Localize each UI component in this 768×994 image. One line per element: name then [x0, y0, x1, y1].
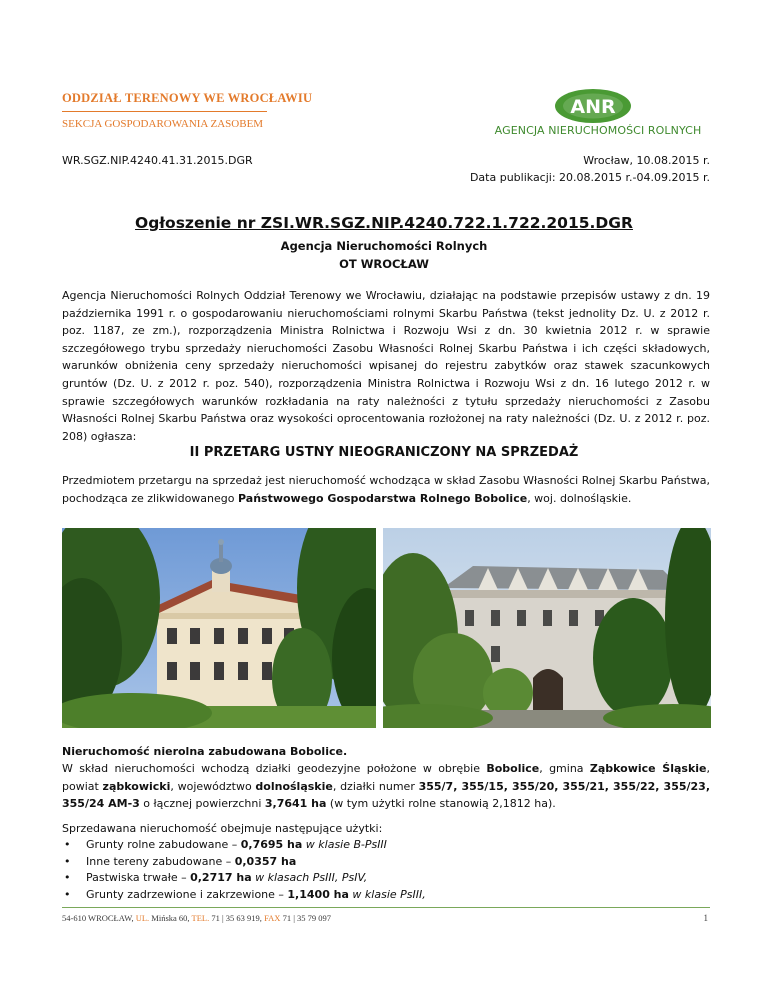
list-item: • Grunty rolne zabudowane – 0,7695 ha w klasie B-PsIII — [62, 837, 426, 854]
uses-intro: Sprzedawana nieruchomość obejmuje następujące użytki: — [62, 822, 383, 835]
palace-photo-left — [62, 528, 376, 728]
reference-number: WR.SGZ.NIP.4240.41.31.2015.DGR — [62, 154, 253, 167]
intro-paragraph: Agencja Nieruchomości Rolnych Oddział Terenowy we Wrocławiu, działając na podstawie przepisów ustawy z dn. 19 października 1991 r. o gospodarowaniu nieruchomościami rolnymi Skarbu Państwa (tekst jednolity Dz. U. z 2012 r. poz. 1187, ze zm.), rozporządzenia Ministra Rolnictwa i Rozwoju Wsi z dn. 30 kwietnia 2012 r. w sprawie szczegółowego trybu sprzedaży nieruchomości Zasobu Własności Rolnej Skarbu Państwa i ich części składowych, warunków obniżenia ceny sprzedaży nieruchomości wpisanej do rejestru zabytków oraz stawek szacunkowych gruntów (Dz. U. z 2012 r. poz. 540), rozporządzenia Ministra Rolnictwa i Rozwoju Wsi z dn. 16 lutego 2012 r. w sprawie szczegółowych warunków rozkładania na raty należności z tytułu sprzedaży nieruchomości z Zasobu Własności Rolnej Skarbu Państwa oraz wysokości oprocentowania rozłożonej na raty należności (Dz. U. z 2012 r. poz. 208) ogłasza: — [62, 289, 710, 443]
land-use-list — [62, 837, 426, 903]
page-number: 1 — [703, 913, 708, 923]
header-divider — [62, 111, 267, 112]
logo-text: AGENCJA NIERUCHOMOŚCI ROLNYCH — [494, 124, 702, 137]
regional-office: OT WROCŁAW — [339, 257, 429, 271]
subject-paragraph — [62, 472, 710, 507]
publication-date: Data publikacji: 20.08.2015 r.-04.09.2015 r. — [469, 171, 710, 184]
property-title: Nieruchomość nierolna zabudowana Bobolice. — [62, 745, 348, 758]
list-item: • Pastwiska trwałe – 0,2717 ha w klasach PsIII, PsIV, — [62, 870, 426, 887]
footer-address: 54-610 WROCŁAW, UL. Mińska 60, TEL. 71 | 35 63 919, FAX 71 | 35 79 097 — [62, 913, 332, 923]
tender-heading: II PRZETARG USTNY NIEOGRANICZONY NA SPRZEDAŻ — [189, 445, 579, 460]
list-item: • Inne tereny zabudowane – 0,0357 ha — [62, 854, 426, 871]
list-item: • Grunty zadrzewione i zakrzewione – 1,1400 ha w klasie PsIII, — [62, 887, 426, 904]
anr-logo — [538, 86, 648, 126]
subject-text-1: Przedmiotem przetargu na sprzedaż jest nieruchomość wchodząca w skład Zasobu Własności Rolnej Skarbu Państwa, pochodząca ze zlikwidowanego — [62, 474, 710, 505]
announcement-title: Ogłoszenie nr ZSI.WR.SGZ.NIP.4240.722.1.722.2015.DGR — [135, 214, 633, 232]
footer-divider — [62, 907, 710, 908]
office-name: ODDZIAŁ TERENOWY WE WROCŁAWIU — [62, 91, 313, 105]
place-date: Wrocław, 10.08.2015 r. — [583, 154, 710, 167]
subject-farm-name: Państwowego Gospodarstwa Rolnego Bobolice — [238, 491, 528, 505]
property-description: W skład nieruchomości wchodzą działki geodezyjne położone w obrębie Bobolice, gmina Ząbkowice Śląskie, powiat ząbkowicki, województwo dolnośląskie, działki numer 355/7, 355/15, 355/20, 355/21, 355/22, 355/23, 355/24 AM-3 o łącznej powierzchni 3,7641 ha (w tym użytki rolne stanowią 2,1812 ha). — [62, 762, 711, 811]
agency-name: Agencja Nieruchomości Rolnych — [280, 239, 488, 253]
section-name: SEKCJA GOSPODAROWANIA ZASOBEM — [62, 118, 264, 130]
subject-text-2: , woj. dolnośląskie. — [527, 491, 632, 505]
palace-photo-right — [383, 528, 711, 728]
logo-mark: ANR — [570, 96, 616, 118]
